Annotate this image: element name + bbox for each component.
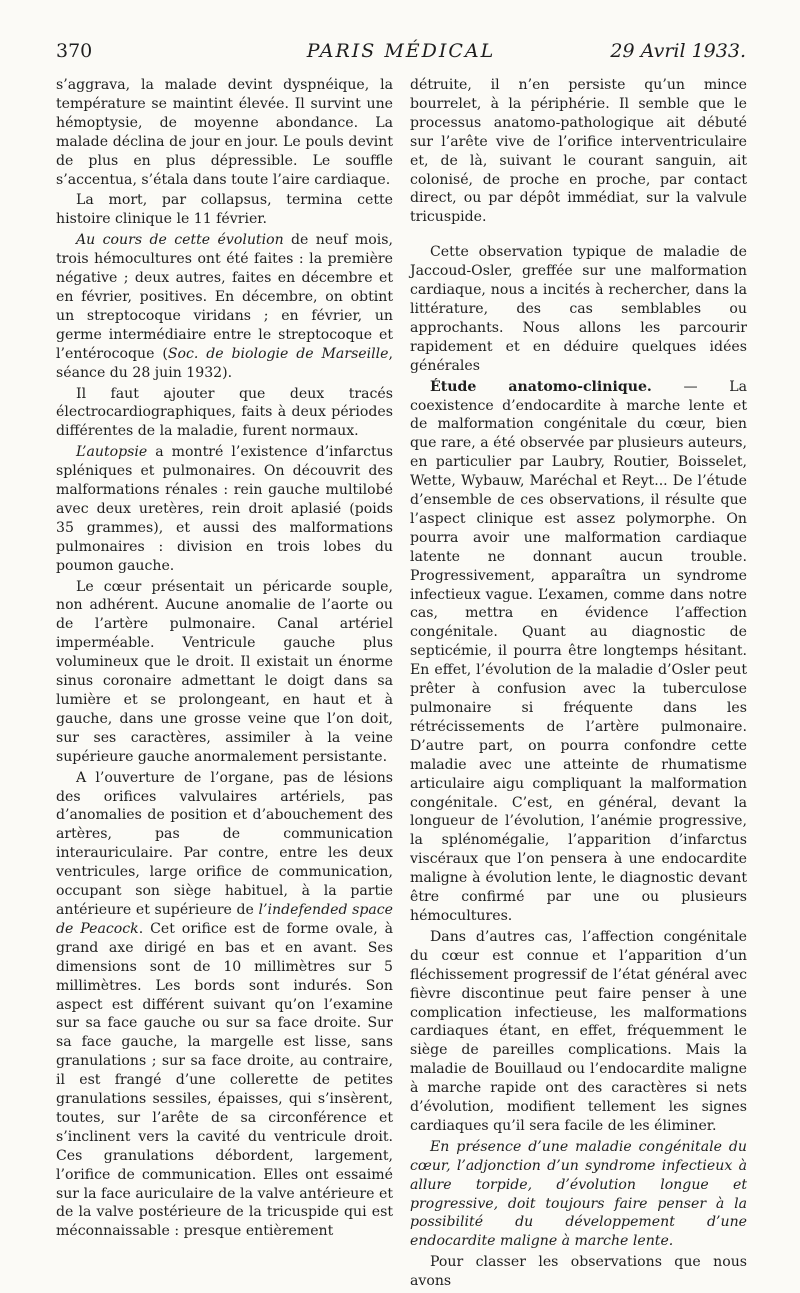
paragraph: s’aggrava, la malade devint dyspnéique, la température se maintint élevée. Il survint une hémoptysie, de moyenne abondance. La malade déclina de jour en jour. Le pouls devint de plus en plus dépressible. Le souffle s’accentua, s’étala dans toute l’aire cardiaque. — [56, 77, 393, 188]
paragraph: Pour classer les observations que nous avons — [410, 1254, 747, 1290]
paragraph-text: , séance du 28 juin 1932). — [56, 345, 393, 381]
italic-lead: Au cours de cette évolution — [76, 232, 284, 249]
paragraph — [410, 378, 747, 926]
paragraph: La mort, par collapsus, termina cette histoire clinique le 11 février. — [56, 192, 393, 228]
paragraph: détruite, il n’en persiste qu’un mince bourrelet, à la périphérie. Il semble que le processus anatomo-pathologique ait débuté sur l’arête vive de l’orifice interventriculaire et, de là, suivant le courant sanguin, ait colonisé, de proche en proche, par contact direct, ou par dépôt immédiat, sur la valvule tricuspide. — [410, 77, 747, 226]
paragraph-text: a montré l’existence d’infarctus spléniques et pulmonaires. On découvrit des malformations rénales : rein gauche multilobé avec deux uretères, rein droit aplasié (poids 35 grammes), et aussi des malformations pulmonaires : division en trois lobes du poumon gauche. — [56, 444, 393, 574]
paragraph: Dans d’autres cas, l’affection congénitale du cœur est connue et l’apparition d’un fléchissement progressif de l’état général avec fièvre discontinue peut faire penser à une complication infectieuse, les malformations cardiaques étant, en effet, fréquemment le siège de pareilles complications. Mais la maladie de Bouillaud ou l’endocardite maligne à marche rapide ont des caractères si nets d’évolution, modifient tellement les signes cardiaques qu’il sera facile de les éliminer. — [410, 928, 747, 1134]
paragraph-emphasis: En présence d’une maladie congénitale du cœur, l’adjonction d’un syndrome infectieux à allure torpide, d’évolution longue et progressive, doit toujours faire penser à la possibilité du développement d’une endocardite maligne à marche lente. — [410, 1138, 747, 1250]
paragraph-text: de neuf mois, trois hémocultures ont été faites : la première négative ; deux autres, faites en décembre et en février, positives. En décembre, on obtint un streptocoque viridans ; en février, un germe intermédiaire entre le streptocoque et l’entérocoque ( — [56, 232, 393, 362]
journal-title: PARIS MÉDICAL — [306, 40, 496, 62]
page-number: 370 — [56, 40, 93, 62]
paragraph — [56, 769, 393, 1242]
section-heading: Étude anatomo-clinique. — [430, 378, 652, 395]
left-column — [56, 76, 393, 1243]
paragraph: Cette observation typique de maladie de Jaccoud-Osler, greffée sur une malformation cardiaque, nous a incités à rechercher, dans la littérature, des cas semblables ou approchants. Nous allons les parcourir rapidement et en déduire quelques idées générales — [410, 244, 747, 374]
paragraph — [56, 443, 393, 575]
italic-lead: L’autopsie — [76, 444, 148, 461]
issue-date: 29 Avril 1933. — [610, 40, 746, 62]
paragraph: Il faut ajouter que deux tracés électrocardiographiques, faits à deux périodes différentes de la maladie, furent normaux. — [56, 385, 393, 440]
paragraph-text: — La coexistence d’endocardite à marche lente et de malformation congénitale du cœur, bien que rare, a été observée par plusieurs auteurs, en particulier par Laubry, Routier, Boisselet, Wette, Wybauw, Maréchal et Reyt... De l’étude d’ensemble de ces observations, il résulte que l’aspect clinique est assez polymorphe. On pourra avoir une malformation cardiaque latente ne donnant aucun trouble. Progressivement, apparaîtra un syndrome infectieux vague. L’examen, comme dans notre cas, mettra en évidence l’affection congénitale. Quant au diagnostic de septicémie, il pourra être longtemps hésitant. En effet, l’évolution de la maladie d’Osler peut prêter à confusion avec la tuberculose pulmonaire si fréquente dans les rétrécissements de l’artère pulmonaire. D’autre part, on pourra confondre cette maladie avec une atteinte de rhumatisme articulaire aigu compliquant la malformation congénitale. C’est, en général, devant la longueur de l’évolution, l’anémie progressive, la splénomégalie, l’apparition d’infarctus viscéraux que l’on pensera à une endocardite maligne à évolution lente, le diagnostic devant être confirmé par une ou plusieurs hémocultures. — [410, 378, 747, 924]
paragraph-text: . Cet orifice est de forme ovale, à grand axe dirigé en bas et en avant. Ses dimensions sont de 10 millimètres sur 5 millimètres. Les bords sont indurés. Son aspect est différent suivant qu’on l’examine sur sa face gauche ou sur sa face droite. Sur sa face gauche, la margelle est lisse, sans granulations ; sur sa face droite, au contraire, il est frangé d’une collerette de petites granulations sessiles, épaisses, qui s’insèrent, toutes, sur l’arête de sa circonférence et s’inclinent vers la cavité du ventricule droit. Ces granulations débordent, largement, l’orifice de communication. Elles ont essaimé sur la face auriculaire de la valve antérieure et de la valve postérieure de la tricuspide qui est méconnaissable : presque entièrement — [56, 920, 393, 1240]
paragraph — [56, 231, 393, 382]
italic-term: l’indefended space de Peacock — [56, 901, 393, 937]
paragraph: Le cœur présentait un péricarde souple, non adhérent. Aucune anomalie de l’aorte ou de l’artère pulmonaire. Canal artériel imperméable. Ventricule gauche plus volumineux que le droit. Il existait un énorme sinus coronaire admettant le doigt dans sa lumière et se prolongeant, en haut et à gauche, dans une grosse veine que l’on doit, sur ses caractères, assimiler à la veine supérieure gauche anormalement persistante. — [56, 578, 393, 765]
page-header — [56, 40, 746, 70]
reference-title: Soc. de biologie de Marseille — [167, 345, 389, 362]
paragraph-text: A l’ouverture de l’organe, pas de lésions des orifices valvulaires artériels, pas d’anomalies de position et d’abouchement des artères, pas de communication interauriculaire. Par contre, entre les deux ventricules, large orifice de communication, occupant son siège habituel, à la partie antérieure et supérieure de — [56, 769, 393, 918]
right-column — [410, 76, 747, 1293]
